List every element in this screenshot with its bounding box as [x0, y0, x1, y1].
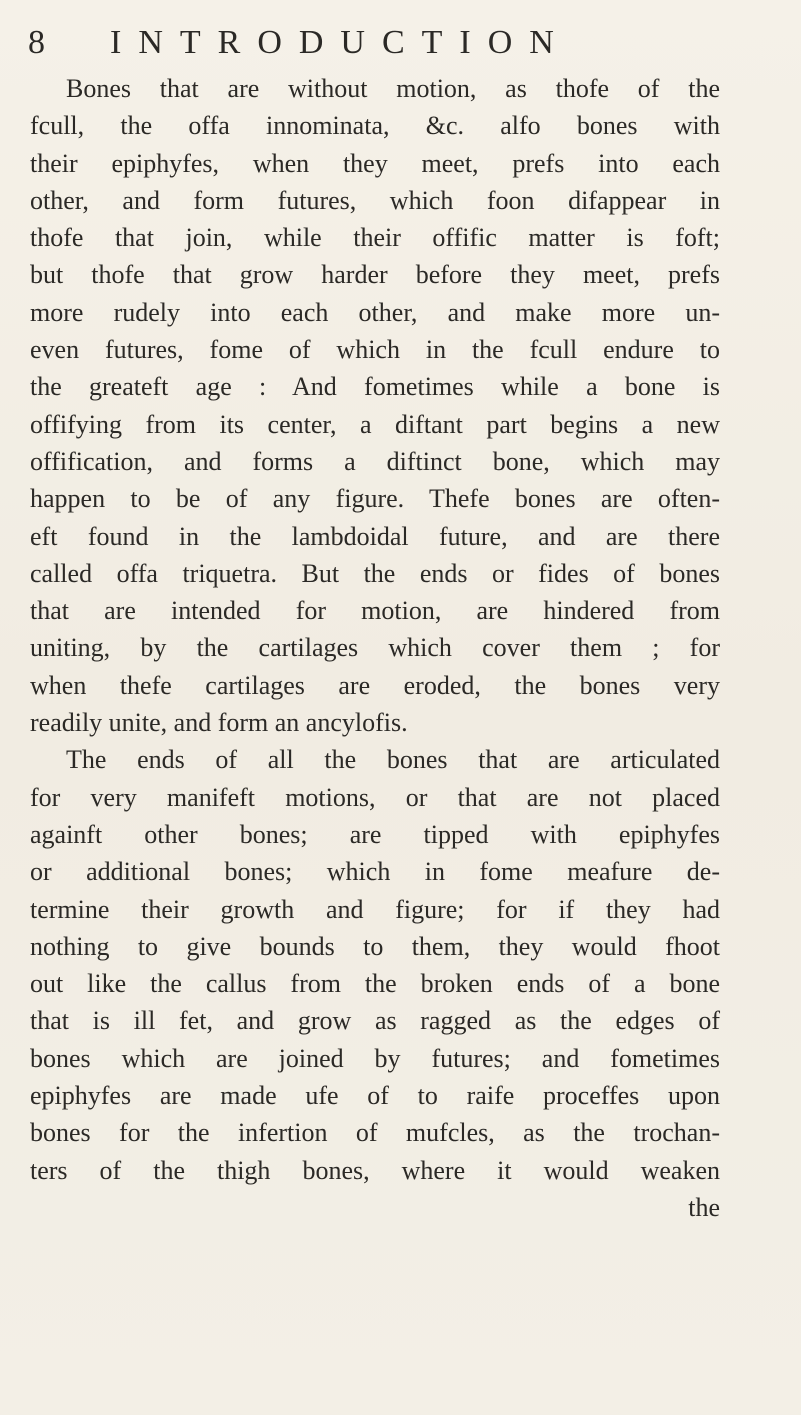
text-line: even futures, fome of which in the fcull endure to [30, 335, 720, 365]
body-text [30, 70, 720, 1226]
text-line: their epiphyfes, when they meet, prefs into each [30, 148, 720, 178]
text-line: readily unite, and form an ancylofis. [30, 708, 408, 738]
text-line: uniting, by the cartilages which cover them ; for [30, 633, 720, 663]
text-line: The ends of all the bones that are articulated [66, 745, 720, 775]
text-line: but thofe that grow harder before they meet, prefs [30, 260, 720, 290]
text-line: offifying from its center, a diftant part begins a new [30, 409, 720, 439]
text-line: bones for the infertion of mufcles, as the trochan- [30, 1118, 720, 1148]
text-line: termine their growth and figure; for if they had [30, 894, 720, 924]
text-line: or additional bones; which in fome meafure de- [30, 857, 720, 887]
text-line: againft other bones; are tipped with epiphyfes [30, 819, 720, 849]
text-line: offification, and forms a diftinct bone, which may [30, 446, 720, 476]
text-line: epiphyfes are made ufe of to raife proceffes upon [30, 1081, 720, 1111]
text-line: more rudely into each other, and make more un- [30, 297, 720, 327]
catchword: the [688, 1192, 720, 1222]
text-line: Bones that are without motion, as thofe of the [66, 74, 720, 103]
text-line: thofe that join, while their offific matter is foft; [30, 223, 720, 253]
text-line: eft found in the lambdoidal future, and are there [30, 521, 720, 551]
text-line: called offa triquetra. But the ends or fides of bones [30, 558, 720, 588]
text-line: the greateft age : And fometimes while a bone is [30, 372, 720, 402]
text-line: for very manifeft motions, or that are not placed [30, 782, 720, 812]
text-line: other, and form futures, which foon difappear in [30, 185, 720, 215]
text-line: happen to be of any figure. Thefe bones are often- [30, 484, 720, 514]
text-line: when thefe cartilages are eroded, the bones very [30, 670, 720, 700]
running-head: INTRODUCTION [110, 24, 571, 61]
page-header [28, 18, 781, 68]
text-line: that are intended for motion, are hindered from [30, 596, 720, 626]
text-line: bones which are joined by futures; and fometimes [30, 1043, 720, 1073]
text-line: out like the callus from the broken ends of a bone [30, 969, 720, 999]
text-line: that is ill fet, and grow as ragged as the edges of [30, 1006, 720, 1036]
text-line: fcull, the offa innominata, &c. alfo bones with [30, 111, 720, 141]
text-line: ters of the thigh bones, where it would weaken [30, 1155, 720, 1185]
page-number: 8 [28, 24, 45, 61]
text-line: nothing to give bounds to them, they would fhoot [30, 931, 720, 961]
